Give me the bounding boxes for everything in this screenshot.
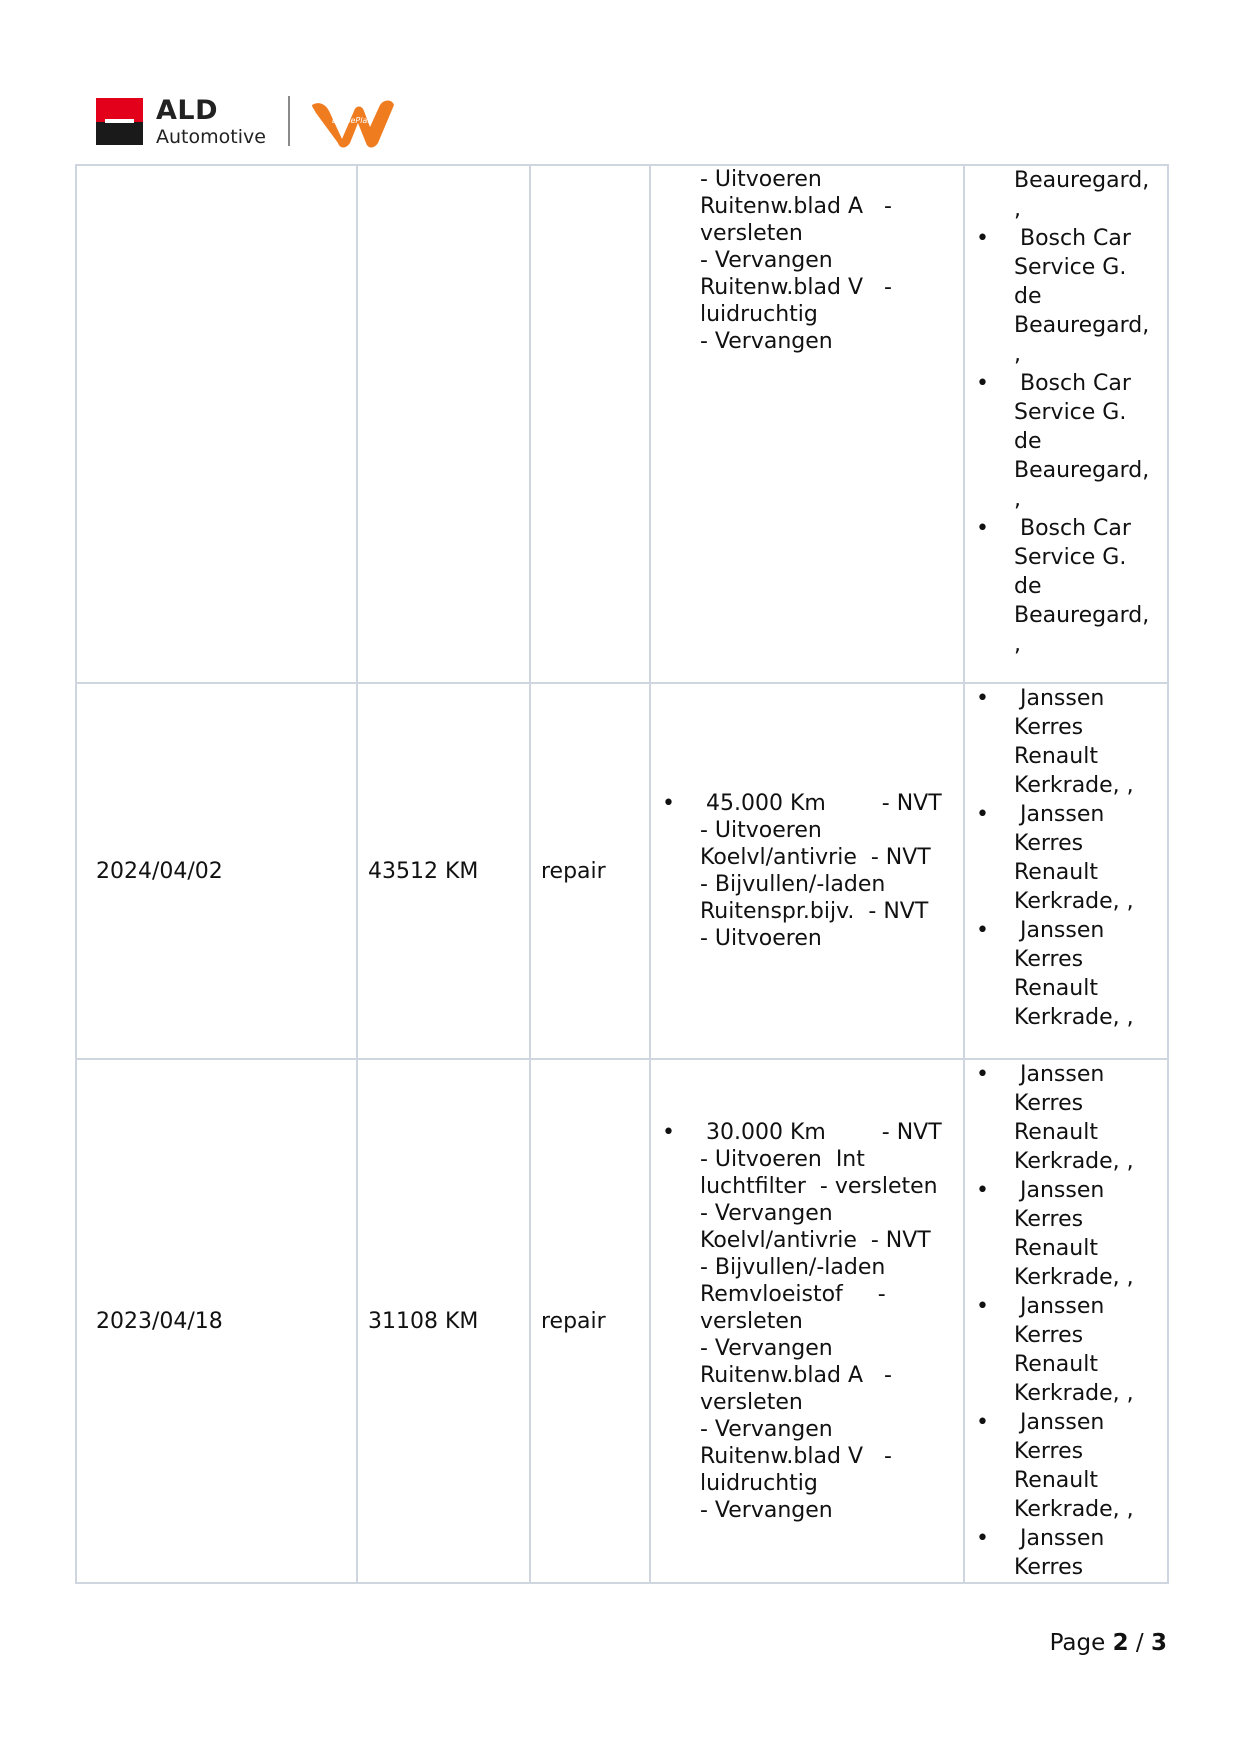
garage-list-item: [965, 514, 1167, 659]
bullet-icon: •: [976, 1410, 989, 1435]
garage-line: Service G.: [1014, 545, 1127, 570]
bullet-icon: •: [976, 1062, 989, 1087]
description-text: [651, 790, 963, 952]
cell-km: 31108 KM: [357, 1059, 530, 1583]
garage-line: Renault: [1014, 1236, 1098, 1261]
garage-line: Kerres: [1014, 715, 1084, 740]
garage-line: Beauregard,: [1014, 603, 1150, 628]
description-line: Ruitenw.blad A -: [700, 1362, 892, 1388]
garage-line: Kerkrade, ,: [1014, 1381, 1134, 1406]
garage-line: ,: [1014, 197, 1021, 222]
cell-type: [530, 165, 650, 683]
page-word: Page: [1049, 1630, 1106, 1656]
description-line: luchtfilter - versleten: [700, 1173, 938, 1199]
garage-line: Kerkrade, ,: [1014, 889, 1134, 914]
bullet-icon: •: [976, 1294, 989, 1319]
cell-description: [650, 683, 964, 1059]
description-line: luidruchtig: [700, 1470, 818, 1496]
garage-line: Janssen: [1020, 918, 1105, 943]
garage-line: Renault: [1014, 1120, 1098, 1145]
leaseplan-logo-text: LeasePlan: [332, 116, 373, 125]
description-line: - Vervangen: [700, 329, 833, 354]
description-line: Ruitenw.blad A -: [700, 194, 892, 219]
cell-garage: [964, 165, 1168, 683]
bullet-icon: •: [976, 226, 989, 251]
garage-line: Beauregard,: [1014, 458, 1150, 483]
garage-list: [965, 684, 1167, 1032]
garage-line: Kerkrade, ,: [1014, 773, 1134, 798]
brand-ald-text: ALD: [156, 95, 219, 126]
garage-line: Kerkrade, ,: [1014, 1497, 1134, 1522]
description-line: - Uitvoeren: [700, 167, 822, 192]
garage-line: Renault: [1014, 744, 1098, 769]
page-number: [1050, 1629, 1167, 1657]
logo-divider: [288, 96, 290, 146]
description-line: - Bijvullen/-laden: [700, 872, 886, 897]
garage-line: Kerkrade, ,: [1014, 1005, 1134, 1030]
garage-line: Janssen: [1020, 1178, 1105, 1203]
description-line: 30.000 Km - NVT: [706, 1119, 942, 1145]
garage-line: Janssen: [1020, 1294, 1105, 1319]
garage-line: Kerres: [1014, 1091, 1084, 1116]
garage-list-item: [965, 1176, 1167, 1292]
garage-line: de: [1014, 284, 1042, 309]
garage-list-item: [965, 800, 1167, 916]
garage-line: Janssen: [1020, 1526, 1105, 1551]
brand-automotive-text: Automotive: [156, 126, 266, 148]
ald-logo-mark: [96, 98, 143, 145]
description-line: Ruitenspr.bijv. - NVT: [700, 899, 929, 924]
maintenance-history-table: [75, 164, 1169, 1584]
cell-garage: [964, 1059, 1168, 1583]
garage-list: [965, 166, 1167, 659]
garage-line: Kerkrade, ,: [1014, 1265, 1134, 1290]
bullet-icon: •: [976, 371, 989, 396]
garage-line: ,: [1014, 632, 1021, 657]
cell-km: 43512 KM: [357, 683, 530, 1059]
bullet-icon: •: [976, 802, 989, 827]
garage-line: Janssen: [1020, 1062, 1105, 1087]
bullet-icon: •: [662, 791, 675, 816]
garage-list-item: [965, 369, 1167, 514]
garage-list-item: [965, 916, 1167, 1032]
bullet-icon: •: [976, 1178, 989, 1203]
garage-line: Beauregard,: [1014, 313, 1150, 338]
table-row: [76, 1059, 1168, 1583]
description-line: Koelvl/antivrie - NVT: [700, 845, 931, 870]
description-line: - Uitvoeren: [700, 926, 822, 951]
garage-list-item: [965, 1060, 1167, 1176]
garage-line: Renault: [1014, 860, 1098, 885]
garage-line: Kerkrade, ,: [1014, 1149, 1134, 1174]
bullet-icon: •: [976, 686, 989, 711]
garage-line: Kerres: [1014, 1207, 1084, 1232]
garage-line: de: [1014, 574, 1042, 599]
garage-line: de: [1014, 429, 1042, 454]
garage-line: Renault: [1014, 1468, 1098, 1493]
description-line: versleten: [700, 1308, 803, 1334]
garage-list-item: [965, 684, 1167, 800]
description-line: - Vervangen: [700, 248, 833, 273]
bullet-icon: •: [976, 918, 989, 943]
description-line: Ruitenw.blad V -: [700, 275, 892, 300]
bullet-icon: •: [976, 516, 989, 541]
description-line: Koelvl/antivrie - NVT: [700, 1227, 931, 1253]
table-row: [76, 165, 1168, 683]
garage-line: Bosch Car: [1020, 226, 1131, 251]
garage-line: Janssen: [1020, 802, 1105, 827]
garage-line: Kerres: [1014, 1555, 1084, 1580]
garage-line: Bosch Car: [1020, 371, 1131, 396]
total-pages: 3: [1150, 1630, 1167, 1656]
garage-line: Service G.: [1014, 400, 1127, 425]
description-line: - Bijvullen/-laden: [700, 1254, 886, 1280]
table-row: [76, 683, 1168, 1059]
cell-description: [650, 1059, 964, 1583]
description-line: - Vervangen: [700, 1416, 833, 1442]
garage-line: Kerres: [1014, 947, 1084, 972]
leaseplan-logo: [308, 93, 396, 151]
description-line: - Uitvoeren Int: [700, 1146, 865, 1172]
garage-list-item: [965, 224, 1167, 369]
cell-type: repair: [530, 683, 650, 1059]
cell-date: 2023/04/18: [76, 1059, 357, 1583]
garage-line: ,: [1014, 342, 1021, 367]
garage-line: Renault: [1014, 1352, 1098, 1377]
cell-date: 2024/04/02: [76, 683, 357, 1059]
garage-line: Kerres: [1014, 831, 1084, 856]
bullet-icon: •: [976, 1526, 989, 1551]
garage-line: Beauregard,: [1014, 168, 1150, 193]
bullet-icon: •: [662, 1119, 675, 1145]
cell-garage: [964, 683, 1168, 1059]
description-line: luidruchtig: [700, 302, 818, 327]
cell-date: [76, 165, 357, 683]
description-line: versleten: [700, 221, 803, 246]
garage-list-item-continued: [965, 166, 1167, 224]
garage-line: Bosch Car: [1020, 516, 1131, 541]
garage-line: Janssen: [1020, 686, 1105, 711]
description-line: - Vervangen: [700, 1335, 833, 1361]
garage-list-item: [965, 1292, 1167, 1408]
cell-km: [357, 165, 530, 683]
page-separator: /: [1135, 1630, 1144, 1656]
description-line: Ruitenw.blad V -: [700, 1443, 892, 1469]
description-text: [651, 1119, 963, 1524]
cell-description: [650, 165, 964, 683]
garage-list: [965, 1060, 1167, 1582]
current-page: 2: [1112, 1630, 1129, 1656]
garage-list-item: [965, 1524, 1167, 1582]
garage-line: Janssen: [1020, 1410, 1105, 1435]
garage-line: Renault: [1014, 976, 1098, 1001]
description-line: - Vervangen: [700, 1200, 833, 1226]
description-line: Remvloeistof -: [700, 1281, 886, 1307]
garage-line: Kerres: [1014, 1323, 1084, 1348]
description-text: [651, 166, 963, 355]
garage-list-item: [965, 1408, 1167, 1524]
garage-line: Service G.: [1014, 255, 1127, 280]
garage-line: ,: [1014, 487, 1021, 512]
description-line: versleten: [700, 1389, 803, 1415]
description-line: - Vervangen: [700, 1497, 833, 1523]
garage-line: Kerres: [1014, 1439, 1084, 1464]
description-line: - Uitvoeren: [700, 818, 822, 843]
cell-type: repair: [530, 1059, 650, 1583]
description-line: 45.000 Km - NVT: [706, 791, 942, 816]
